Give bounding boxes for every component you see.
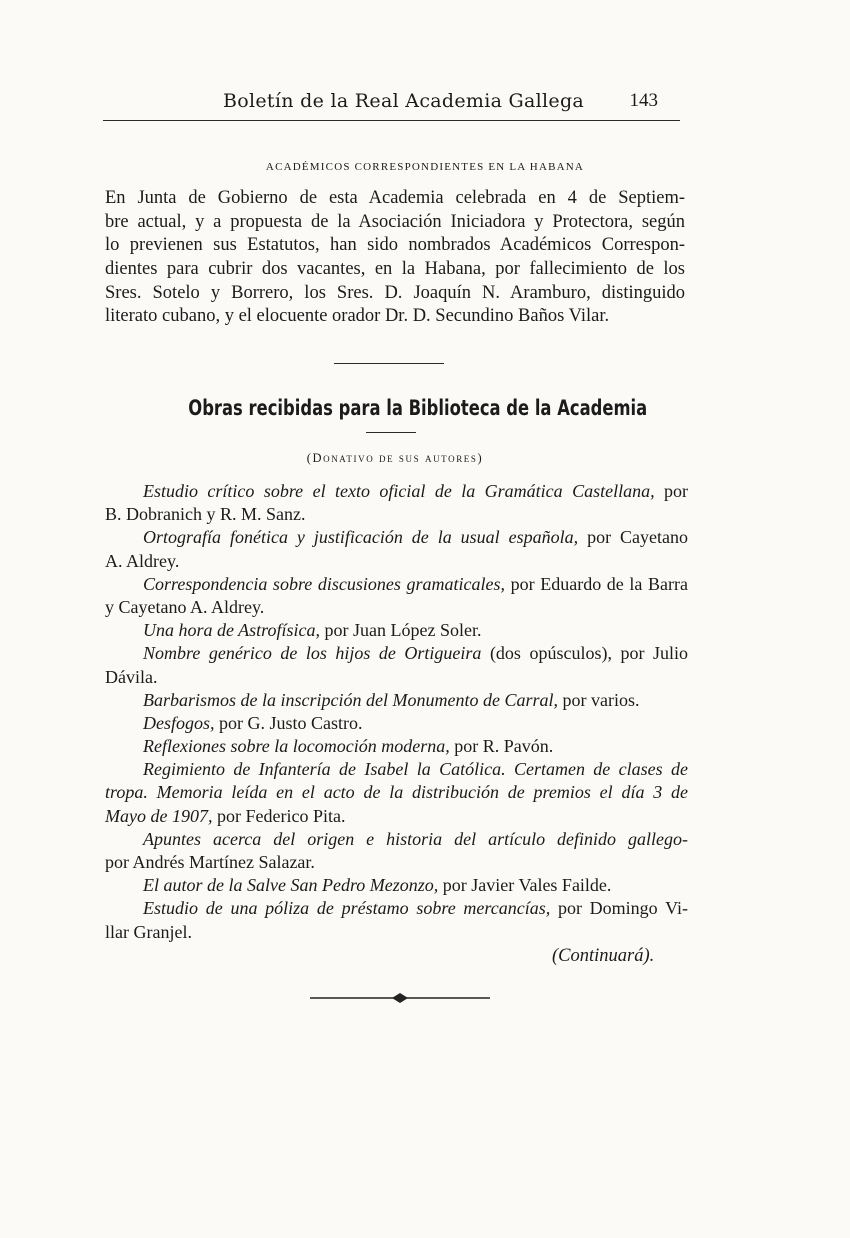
section-divider bbox=[334, 363, 444, 364]
work-author: por Eduardo de la Barra bbox=[504, 573, 688, 594]
title-underline bbox=[366, 432, 416, 433]
paragraph-line: lo previenen sus Estatutos, han sido nombrados Académicos Correspon- bbox=[105, 235, 685, 256]
list-item-line bbox=[105, 619, 688, 642]
work-author: por Juan López Soler. bbox=[320, 620, 482, 641]
list-item-line bbox=[105, 666, 688, 689]
paragraph-line: dientes para cubrir dos vacantes, en la Habana, por fallecimiento de los bbox=[105, 259, 685, 280]
work-title: Correspondencia sobre discusiones gramaticales, bbox=[143, 573, 505, 594]
paragraph-line: En Junta de Gobierno de esta Academia celebrada en 4 de Septiem- bbox=[105, 188, 685, 208]
work-title: Regimiento de Infantería de Isabel la Católica. Certamen de clases de bbox=[143, 759, 688, 780]
work-author: Dávila. bbox=[105, 666, 158, 687]
work-author: y Cayetano A. Aldrey. bbox=[105, 596, 265, 617]
work-author: por Domingo Vi- bbox=[550, 898, 688, 919]
work-title: Barbarismos de la inscripción del Monumento de Carral, bbox=[143, 689, 558, 710]
work-title: Ortografía fonética y justificación de la usual española, bbox=[143, 527, 579, 548]
paragraph-line: bre actual, y a propuesta de la Asociación Iniciadora y Protectora, según bbox=[105, 211, 685, 232]
end-ornament-icon bbox=[310, 990, 490, 1006]
list-item-line bbox=[105, 480, 688, 503]
list-item-line bbox=[105, 503, 688, 526]
work-title: El autor de la Salve San Pedro Mezonzo, bbox=[143, 875, 439, 896]
work-author: por R. Pavón. bbox=[449, 736, 554, 757]
section-title: Obras recibidas para la Biblioteca de la Academia bbox=[188, 396, 648, 420]
work-title: Estudio de una póliza de préstamo sobre mercancías, bbox=[143, 898, 551, 919]
work-author: por Andrés Martínez Salazar. bbox=[105, 852, 315, 872]
list-item-line bbox=[105, 781, 688, 804]
work-author: por bbox=[654, 481, 688, 501]
list-item-line bbox=[105, 897, 688, 920]
list-item-line bbox=[105, 573, 688, 596]
list-item-line bbox=[105, 851, 688, 874]
work-author: B. Dobranich y R. M. Sanz. bbox=[105, 504, 306, 525]
work-author: llar Granjel. bbox=[105, 921, 192, 942]
list-item-line bbox=[105, 828, 688, 851]
paragraph-line: Sres. Sotelo y Borrero, los Sres. D. Joaquín N. Aramburo, distinguido bbox=[105, 282, 685, 303]
work-title: Una hora de Astrofísica, bbox=[143, 620, 321, 641]
section-heading: ACADÉMICOS CORRESPONDIENTES EN LA HABANA bbox=[265, 161, 585, 173]
work-title: Estudio crítico sobre el texto oficial de la Gramática Castellana, bbox=[143, 481, 655, 501]
list-item-line bbox=[105, 805, 688, 828]
page-number: 143 bbox=[629, 90, 658, 111]
work-title: Nombre genérico de los hijos de Ortigueira bbox=[143, 643, 482, 664]
work-author: por varios. bbox=[557, 689, 640, 710]
list-item-line bbox=[105, 758, 688, 781]
list-item-line bbox=[105, 550, 688, 573]
work-author: (dos opúsculos), por Julio bbox=[481, 643, 688, 664]
list-item-line bbox=[105, 526, 688, 549]
running-head bbox=[103, 86, 680, 121]
list-item-line bbox=[105, 689, 688, 712]
work-title: Apuntes acerca del origen e historia del artículo definido gallego- bbox=[143, 828, 688, 849]
work-author: A. Aldrey. bbox=[105, 550, 180, 571]
work-author: por Javier Vales Failde. bbox=[438, 875, 612, 896]
work-author: por Federico Pita. bbox=[212, 805, 346, 826]
work-title: Desfogos, bbox=[143, 712, 215, 733]
list-item-line bbox=[105, 921, 688, 944]
list-item-line bbox=[105, 642, 688, 665]
work-author: por G. Justo Castro. bbox=[214, 712, 363, 733]
work-title: Mayo de 1907, bbox=[105, 805, 213, 826]
announcement-paragraph bbox=[105, 187, 685, 329]
running-title: Boletín de la Real Academia Gallega bbox=[223, 90, 585, 112]
section-subtitle bbox=[0, 451, 790, 466]
list-item-line bbox=[105, 596, 688, 619]
list-item-line bbox=[105, 712, 688, 735]
work-title: tropa. Memoria leída en el acto de la distribución de premios el día 3 de bbox=[105, 782, 688, 803]
continued-note: (Continuará). bbox=[552, 946, 655, 966]
list-item-line bbox=[105, 735, 688, 758]
paragraph-line: literato cubano, y el elocuente orador Dr. D. Secundino Baños Vilar. bbox=[105, 306, 610, 327]
list-item-line bbox=[105, 874, 688, 897]
work-title: Reflexiones sobre la locomoción moderna, bbox=[143, 736, 450, 757]
subtitle-text: (Donativo de sus autores) bbox=[306, 451, 484, 465]
work-author: por Cayetano bbox=[578, 527, 688, 548]
acquisitions-list bbox=[105, 480, 688, 944]
